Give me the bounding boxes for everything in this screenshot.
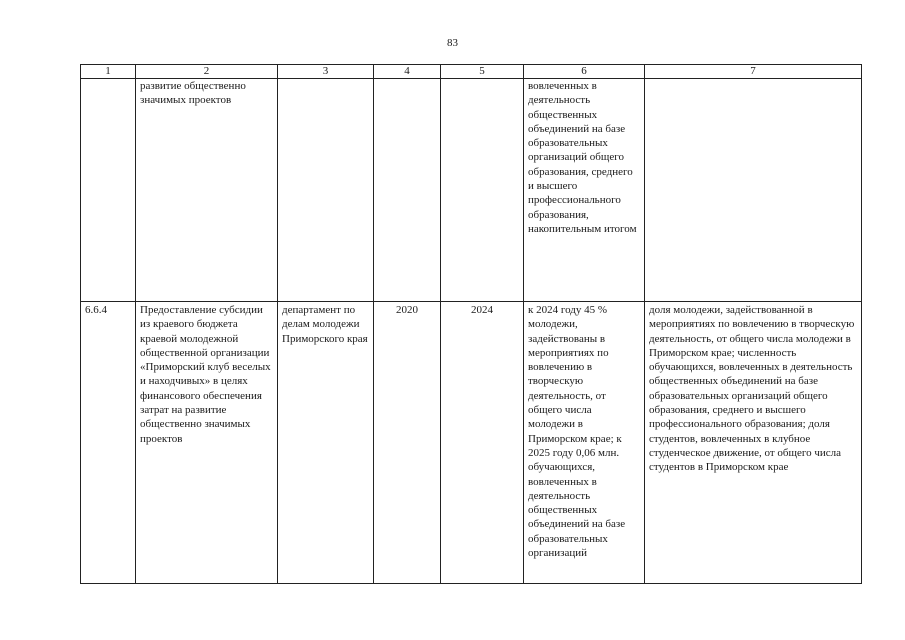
column-header-2: 2 [136, 65, 278, 79]
cell-executor: департамент по делам молодежи Приморского края [278, 302, 374, 584]
cell-measure-name: развитие общественно значимых проектов [136, 79, 278, 302]
cell-measure-name: Предоставление субсидии из краевого бюджета краевой молодежной общественной организации «Приморский клуб веселых и находчивых» в целях финансового обеспечения затрат на развитие общественно значимых проектов [136, 302, 278, 584]
measures-table [80, 64, 862, 584]
cell-executor [278, 79, 374, 302]
cell-end-year: 2024 [441, 302, 524, 584]
cell-indicator [645, 79, 862, 302]
cell-expected-result: вовлеченных в деятельность общественных объединений на базе образовательных организаций общего образования, среднего и высшего профессионального образования, накопительным итогом [524, 79, 645, 302]
cell-end-year [441, 79, 524, 302]
table-row [81, 302, 862, 584]
header-row [81, 65, 862, 79]
cell-indicator: доля молодежи, задействованной в мероприятиях по вовлечению в творческую деятельность, от общего числа молодежи в Приморском крае; численность обучающихся, вовлеченных в деятельность общественных объединений на базе образовательных организаций общего образования, среднего и высшего профессионального образования; доля студентов, вовлеченных в клубное студенческое движение, от общего числа студентов в Приморском крае [645, 302, 862, 584]
page-number: 83 [447, 37, 458, 49]
column-header-4: 4 [374, 65, 441, 79]
cell-number: 6.6.4 [81, 302, 136, 584]
column-header-7: 7 [645, 65, 862, 79]
cell-number [81, 79, 136, 302]
cell-start-year: 2020 [374, 302, 441, 584]
cell-expected-result: к 2024 году 45 % молодежи, задействованы в мероприятиях по вовлечению в творческую деятельность, от общего числа молодежи в Приморском крае; к 2025 году 0,06 млн. обучающихся, вовлеченных в деятельность общественных объединений на базе образовательных организаций [524, 302, 645, 584]
column-header-6: 6 [524, 65, 645, 79]
column-header-5: 5 [441, 65, 524, 79]
column-header-1: 1 [81, 65, 136, 79]
table-row [81, 79, 862, 302]
column-header-3: 3 [278, 65, 374, 79]
cell-start-year [374, 79, 441, 302]
